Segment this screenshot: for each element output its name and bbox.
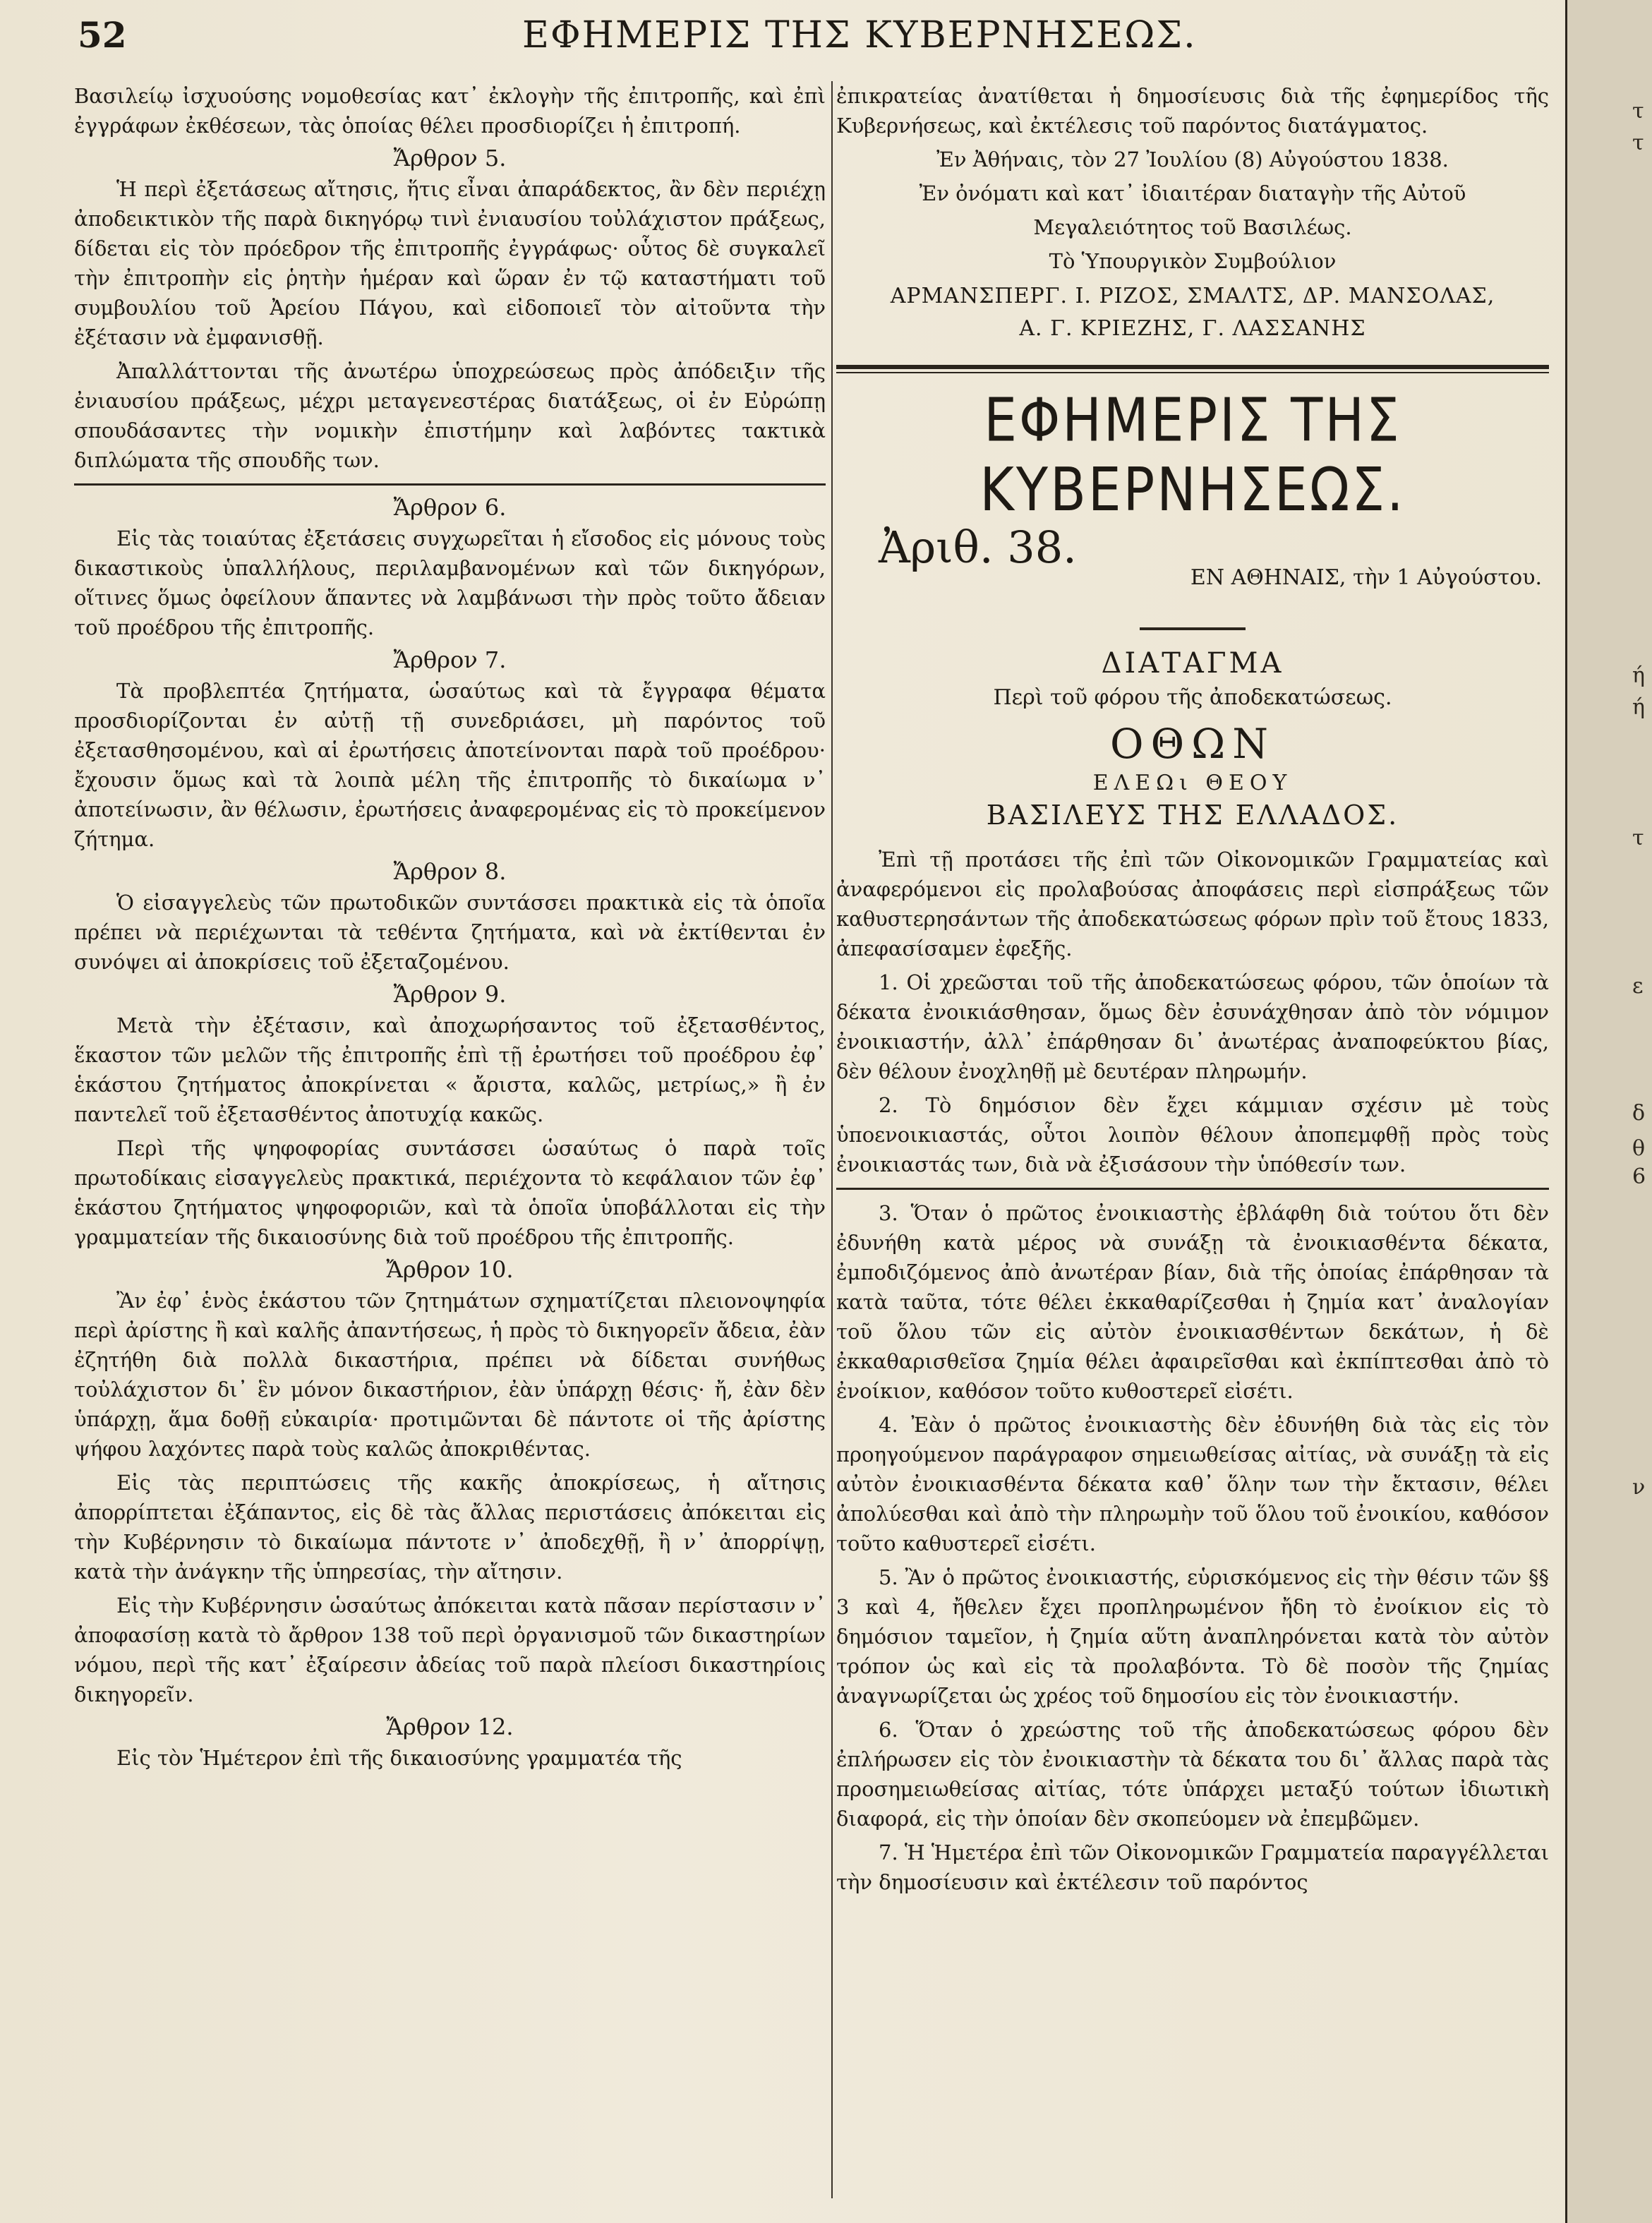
decree-article: 7. Ἡ Ἡμετέρα ἐπὶ τῶν Οἰκονομικῶν Γραμματεία παραγγέλλεται τὴν δημοσίευσιν καὶ ἐκτέλεσιν τοῦ παρόντος <box>836 1841 1549 1894</box>
paragraph: Τὰ προβλεπτέα ζητήματα, ὡσαύτως καὶ τὰ ἔγγραφα θέματα προσδιορίζονται ἐν αὐτῇ τῇ συνεδριάσει, μὴ παρόντος τοῦ ἐξετασθησομένου, καὶ αἱ ἐρωτήσεις ἀποτείνονται παρὰ τοῦ προέδρου· ἔχουσιν ὅμως καὶ τὰ λοιπὰ μέλη τῆς ἐπιτροπῆς τὸ δικαίωμα ν᾿ ἀποτείνωσιν, ἂν θέλωσιν, ἐρωτήσεις ἀναφερομένας εἰς τὸ προκείμενον ζήτημα. <box>74 679 826 851</box>
article-heading-12: Ἄρθρον 12. <box>386 1713 514 1740</box>
paragraph: ἐπικρατείας ἀνατίθεται ἡ δημοσίευσις διὰ τῆς ἐφημερίδος τῆς Κυβερνήσεως, καὶ ἐκτέλεσις τοῦ παρόντος διατάγματος. <box>836 84 1549 138</box>
paragraph: Εἰς τὰς περιπτώσεις τῆς κακῆς ἀποκρίσεως, ἡ αἴτησις ἀπορρίπτεται ἐξάπαντος, εἰς δὲ τὰς ἄλλας περιστάσεις ἀπόκειται εἰς τὴν Κυβέρνησιν τὸ δικαίωμα πάντοτε ν᾿ ἀποδεχθῇ, ἢ ν᾿ ἀπορρίψῃ, κατὰ τὴν ἀνάγκην τῆς ὑπηρεσίας, τὴν αἴτησιν. <box>74 1471 826 1584</box>
paragraph: Μετὰ τὴν ἐξέτασιν, καὶ ἀποχωρήσαντος τοῦ ἐξετασθέντος, ἕκαστον τῶν μελῶν τῆς ἐπιτροπῆς ἐπὶ τῇ ἐρωτήσει τοῦ προέδρου ἐφ᾿ ἑκάστου ζητήματος ἀποκρίνεται « ἄριστα, καλῶς, μετρίως,» ἢ ἐν παντελεῖ τοῦ ἐξετασθέντος ἀποτυχίᾳ κακῶς. <box>74 1013 826 1126</box>
article-heading-7: Ἄρθρον 7. <box>393 646 507 673</box>
royal-order-line: Μεγαλειότητος τοῦ Βασιλέως. <box>1033 215 1352 239</box>
section-rule <box>74 483 826 486</box>
column-divider <box>831 81 833 2198</box>
dateline: Ἐν Ἀθήναις, τὸν 27 Ἰουλίου (8) Αὐγούστου 1838. <box>936 147 1449 171</box>
edge-fragment: τ <box>1632 99 1644 124</box>
paragraph: Ἀπαλλάττονται τῆς ἀνωτέρω ὑποχρεώσεως πρὸς ἀπόδειξιν τῆς ἐνιαυσίου πράξεως, μέχρι μεταγενεστέρας διατάξεως, οἱ ἐν Εὐρώπῃ σπουδάσαντες τὴν νομικὴν ἐπιστήμην καὶ λαβόντες τακτικὰ διπλώματα τῆς σπουδῆς των. <box>74 359 826 472</box>
edge-fragment: ή <box>1632 695 1645 720</box>
decree-article: 2. Τὸ δημόσιον δὲν ἔχει κάμμιαν σχέσιν μὲ τοὺς ὑποενοικιαστάς, οὗτοι λοιπὸν θέλουν ἀποπεμφθῇ πρὸς τοὺς ἐνοικιαστάς των, διὰ νὰ ἐξισάσουν τὴν ὑπόθεσίν των. <box>836 1093 1549 1176</box>
masthead-rule <box>836 365 1549 373</box>
running-title: ΕΦΗΜΕΡΙΣ ΤΗΣ ΚΥΒΕΡΝΗΣΕΩΣ. <box>522 14 1197 56</box>
edge-fragment: ή <box>1632 663 1645 688</box>
edge-fragment: τ <box>1632 131 1644 155</box>
paragraph: Εἰς τὴν Κυβέρνησιν ὡσαύτως ἀπόκειται κατὰ πᾶσαν περίστασιν ν᾿ ἀποφασίσῃ κατὰ τὸ ἄρθρον 138 τοῦ περὶ ὀργανισμοῦ τῶν δικαστηρίων νόμου, περὶ τῆς κατ᾿ ἐξαίρεσιν ἀδείας τοῦ παρὰ πλείοσι δικαστηρίοις δικηγορεῖν. <box>74 1594 826 1706</box>
paragraph: Εἰς τὰς τοιαύτας ἐξετάσεις συγχωρεῖται ἡ εἴσοδος εἰς μόνους τοὺς δικαστικοὺς ὑπαλλήλους, περιλαμβανομένων καὶ τῶν δικηγόρων, οἵτινες ὅμως ὀφείλουν ἅπαντες νὰ λαμβάνωσι τὴν πρὸς τοῦτο ἄδειαν τοῦ προέδρου τῆς ἐπιτροπῆς. <box>74 526 826 639</box>
issue-row <box>836 522 1549 599</box>
signatories-line: ΑΡΜΑΝΣΠΕΡΓ. Ι. ΡΙΖΟΣ, ΣΜΑΛΤΣ, ΔΡ. ΜΑΝΣΟΛΑΣ, <box>890 284 1495 308</box>
edge-fragment: δ <box>1632 1101 1646 1126</box>
article-heading-8: Ἄρθρον 8. <box>393 858 507 885</box>
paragraph: Εἰς τὸν Ἡμέτερον ἐπὶ τῆς δικαιοσύνης γραμματέα τῆς <box>116 1746 682 1770</box>
paragraph: Περὶ τῆς ψηφοφορίας συντάσσει ὡσαύτως ὁ παρὰ τοῖς πρωτοδίκαις εἰσαγγελεὺς πρακτικά, περιέχοντα τὸ κεφάλαιον τῶν ἐφ᾿ ἑκάστου ζητήματος ψηφοφοριῶν, καὶ τὰ ὁποῖα ὑποβάλλοται εἰς τὴν γραμματείαν τῆς δικαιοσύνης διὰ τοῦ προέδρου τῆς ἐπιτροπῆς. <box>74 1136 826 1249</box>
paragraph: Ἐπὶ τῇ προτάσει τῆς ἐπὶ τῶν Οἰκονομικῶν Γραμματείας καὶ ἀναφερόμενοι εἰς προλαβούσας ἀποφάσεις περὶ εἰσπράξεως τῶν καθυστερησάντων τῆς ἀποδεκατώσεως φόρων πρὶν τοῦ ἔτους 1833, ἀπεφασίσαμεν ἐφεξῆς. <box>836 848 1549 960</box>
page-number: 52 <box>78 14 127 56</box>
article-heading-5: Ἄρθρον 5. <box>393 145 507 171</box>
edge-fragment: ε <box>1632 974 1644 999</box>
article-heading-6: Ἄρθρον 6. <box>393 494 507 521</box>
issue-date: ΕΝ ΑΘΗΝΑΙΣ, τὴν 1 Αὐγούστου. <box>1190 565 1542 590</box>
signatories-line: Α. Γ. ΚΡΙΕΖΗΣ, Γ. ΛΑΣΣΑΝΗΣ <box>1019 316 1366 341</box>
issue-number: Ἀριθ. 38. <box>879 522 1077 573</box>
edge-fragment: τ <box>1632 826 1644 850</box>
king-name: ΟΘΩΝ <box>1110 720 1275 768</box>
decree-article: 3. Ὅταν ὁ πρῶτος ἐνοικιαστὴς ἐβλάφθη διὰ τούτου ὅτι δὲν ἐδυνήθη κατὰ μέρος νὰ συνάξῃ τὰ ἐνοικιασθέντα δέκατα, ἐμποδιζόμενος ἀπὸ ἀνωτέραν βίαν, διὰ τῆς ὁποίας ἐπάρθησαν τὰ κατὰ ταῦτα, τότε θέλει ἐκκαθαρίζεσθαι ἡ ζημία κατ᾿ ἀναλογίαν τοῦ ὅλου τῶν εἰς αὐτὸν ἐνοικιασθέντων δεκάτων, ἡ δὲ ἐκκαθαρισθεῖσα ζημία θέλει ἀφαιρεῖσθαι καὶ ἐκπίπτεσθαι ἀπὸ τὸ ἐνοίκιον, καθόσον τοῦτο κυθοστερεῖ εἰσέτι. <box>836 1201 1549 1403</box>
adjacent-page-edge <box>1565 0 1652 2223</box>
grace-of-god: ΕΛΕΩι ΘΕΟΥ <box>1092 771 1293 795</box>
paragraph: Ἂν ἐφ᾿ ἑνὸς ἑκάστου τῶν ζητημάτων σχηματίζεται πλειονοψηφία περὶ ἀρίστης ἢ καὶ καλῆς ἀπαντήσεως, ἡ πρὸς τὸ δικηγορεῖν ἄδεια, ἐὰν ἐζητήθη διὰ πολλὰ δικαστήρια, πρέπει νὰ δίδεται συνήθως τοὐλάχιστον δι᾿ ἓν μόνον δικαστήριον, ἐὰν ὑπάρχῃ θέσις· ἤ, ἐὰν δὲν ὑπάρχῃ, ἅμα δοθῇ εὐκαιρία· προτιμῶνται δὲ πάντοτε οἱ τῆς ἀρίστης ψήφου λαχόντες παρὰ τοὺς καλῶς ἀποκριθέντας. <box>74 1289 826 1461</box>
left-column <box>74 81 826 1777</box>
decree-article: 1. Οἱ χρεῶσται τοῦ τῆς ἀποδεκατώσεως φόρου, τῶν ὁποίων τὰ δέκατα ἐνοικιάσθησαν, ὅμως δὲν ἐσυνάχθησαν ἀπὸ τὸν νόμιμον ἐνοικιαστήν, ἀλλ᾿ ἐπάρθησαν δι᾿ ἀνωτέρας ἀναποφεύκτου βίας, δὲν θέλουν ἐνοχληθῇ μὲ δευτέραν πληρωμήν. <box>836 970 1549 1083</box>
edge-fragment: θ <box>1632 1136 1646 1161</box>
decree-article: 5. Ἂν ὁ πρῶτος ἐνοικιαστής, εὑρισκόμενος εἰς τὴν θέσιν τῶν §§ 3 καὶ 4, ἤθελεν ἔχει προπληρωμένον ἤδη τὸ ἐνοίκιον εἰς τὸ δημόσιον ταμεῖον, ἡ ζημία αὕτη ἀναπληρόνεται κατὰ τὸν αὐτὸν τρόπον ὡς καὶ εἰς τὰ προλαβόντα. Τὸ δὲ ποσὸν τῆς ζημίας ἀναγνωρίζεται ὡς χρέος τοῦ δημοσίου εἰς τὸν ἐνοικιαστήν. <box>836 1565 1549 1708</box>
edge-fragment: 6 <box>1632 1164 1646 1189</box>
article-heading-10: Ἄρθρον 10. <box>386 1256 514 1283</box>
decree-article: 6. Ὅταν ὁ χρεώστης τοῦ τῆς ἀποδεκατώσεως φόρου δὲν ἐπλήρωσεν εἰς τὸν ἐνοικιαστὴν τὰ δέκατα του δι᾿ ἄλλας παρὰ τὰς προσημειωθείσας αἰτίας, τότε ὑπάρχει μεταξύ τούτων ἰδιωτικὴ διαφορά, εἰς τὴν ὁποίαν δὲν σκοπεύομεν νὰ ἐπεμβῶμεν. <box>836 1718 1549 1831</box>
paragraph: Ἡ περὶ ἐξετάσεως αἴτησις, ἥτις εἶναι ἀπαράδεκτος, ἂν δὲν περιέχῃ ἀποδεικτικὸν τῆς παρὰ δικηγόρῳ τινὶ ἐνιαυσίου τοὐλάχιστον πράξεως, δίδεται εἰς τὸν πρόεδρον τῆς ἐπιτροπῆς ἐγγράφως· οὗτος δὲ συγκαλεῖ τὴν ἐπιτροπὴν εἰς ῥητὴν ἡμέραν καὶ ὥραν ἐν τῷ καταστήματι τοῦ συμβουλίου τοῦ Ἀρείου Πάγου, καὶ εἰδοποιεῖ τὸν αἰτοῦντα τὴν ἐξέτασιν νὰ ἐμφανισθῇ. <box>74 177 826 349</box>
council-heading: Τὸ Ὑπουργικὸν Συμβούλιον <box>1049 249 1337 273</box>
short-rule <box>1140 627 1246 630</box>
masthead: ΕΦΗΜΕΡΙΣ ΤΗΣ ΚΥΒΕΡΝΗΣΕΩΣ. <box>979 385 1406 525</box>
edge-fragment: ν <box>1632 1475 1646 1500</box>
paragraph: Βασιλείῳ ἰσχυούσης νομοθεσίας κατ᾿ ἐκλογὴν τῆς ἐπιτροπῆς, καὶ ἐπὶ ἐγγράφων ἐκθέσεων, τὰς ὁποίας θέλει προσδιορίζει ἡ ἐπιτροπή. <box>74 84 826 138</box>
paragraph: Ὁ εἰσαγγελεὺς τῶν πρωτοδικῶν συντάσσει πρακτικὰ εἰς τὰ ὁποῖα πρέπει νὰ περιέχωνται τὰ τεθέντα ζητήματα, καὶ νὰ ἐκτίθενται ἐν συνόψει αἱ ἀποκρίσεις τοῦ ἐξεταζομένου. <box>74 891 826 974</box>
right-column <box>836 81 1549 1901</box>
section-rule <box>836 1188 1549 1190</box>
king-title: ΒΑΣΙΛΕΥΣ ΤΗΣ ΕΛΛΑΔΟΣ. <box>986 800 1399 831</box>
decree-title: ΔΙΑΤΑΓΜΑ <box>1101 647 1284 680</box>
article-heading-9: Ἄρθρον 9. <box>393 981 507 1008</box>
decree-article: 4. Ἐὰν ὁ πρῶτος ἐνοικιαστὴς δὲν ἐδυνήθη διὰ τὰς εἰς τὸν προηγούμενον παράγραφον σημειωθείσας αἰτίας, νὰ συνάξῃ τὰ εἰς αὐτὸν ἐνοικιασθέντα δέκατα καθ᾿ ὅλην των τὴν ἔκτασιν, θέλει ἀπολύεσθαι καὶ ἀπὸ τὴν πληρωμὴν τοῦ ὅλου τοῦ ἐνοικίου, καθόσον τοῦτο καθυστερεῖ εἰσέτι. <box>836 1413 1549 1555</box>
royal-order-line: Ἐν ὀνόματι καὶ κατ᾿ ἰδιαιτέραν διαταγὴν τῆς Αὐτοῦ <box>919 181 1466 205</box>
signatories <box>836 280 1549 345</box>
page-header <box>78 10 1545 59</box>
decree-subject: Περὶ τοῦ φόρου τῆς ἀποδεκατώσεως. <box>993 685 1392 710</box>
